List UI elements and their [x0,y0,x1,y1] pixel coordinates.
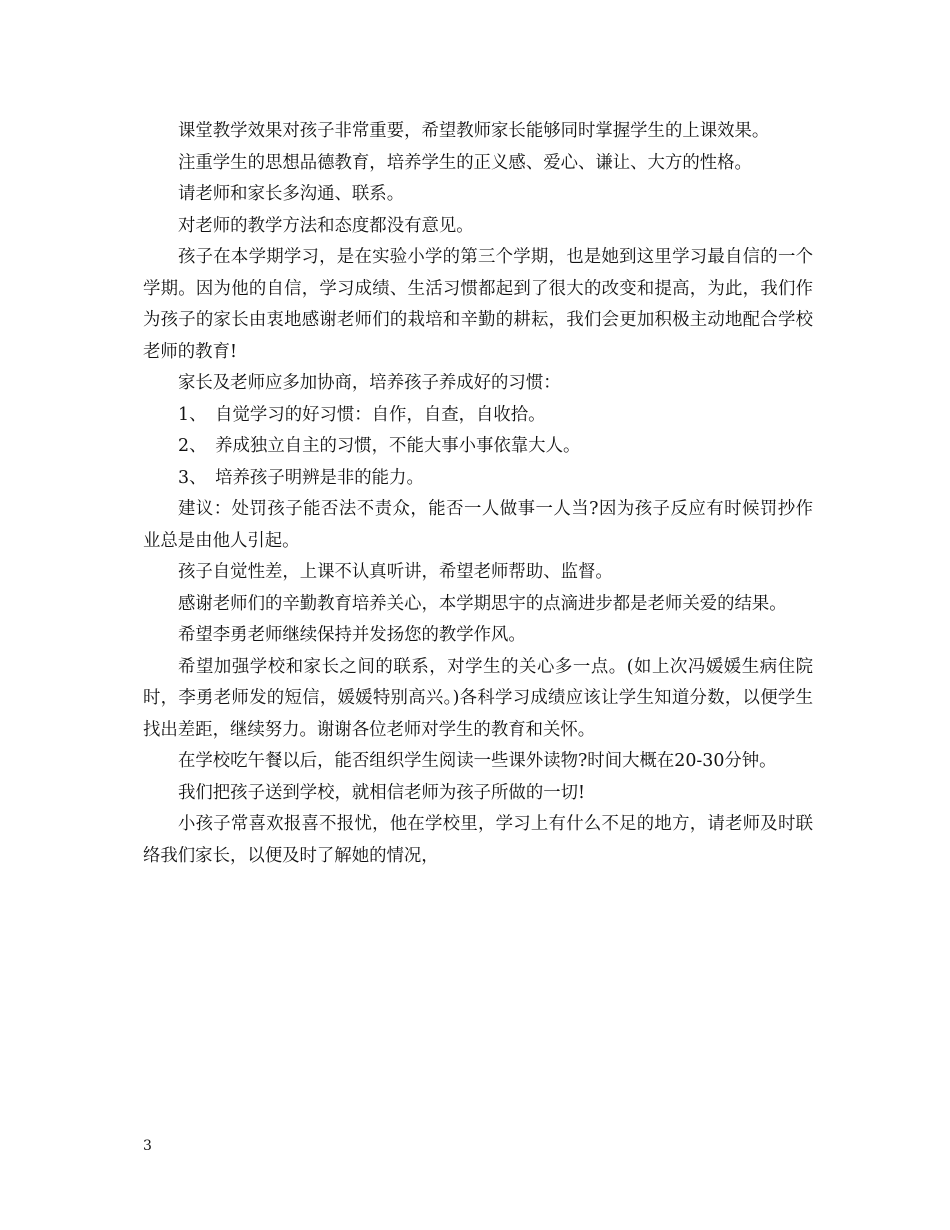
paragraph-1: 课堂教学效果对孩子非常重要，希望教师家长能够同时掌握学生的上课效果。 [178,121,770,141]
list-item-2: 2、 养成独立自主的习惯，不能大事小事依靠大人。 [178,436,581,456]
paragraph-5: 孩子在本学期学习，是在实验小学的第三个学期，也是她到这里学习最自信的一个学期。因为他的自信，学习成绩、生活习惯都起到了很大的改变和提高，为此，我们作为孩子的家长由衷地感谢老师们的栽培和辛勤的耕耘，我们会更加积极主动地配合学校老师的教育! [143,247,813,362]
paragraph-13: 我们把孩子送到学校，就相信老师为孩子所做的一切! [178,782,585,803]
document-body [143,116,813,872]
paragraph-4: 对老师的教学方法和态度都没有意见。 [178,215,474,236]
paragraph-7: 建议：处罚孩子能否法不责众，能否一人做事一人当?因为孩子反应有时候罚抄作业总是由他人引起。 [143,499,813,551]
paragraph-8: 孩子自觉性差，上课不认真听讲，希望老师帮助、监督。 [178,562,613,582]
page-number: 3 [143,1138,152,1154]
paragraph-6: 家长及老师应多加协商，培养孩子养成好的习惯： [178,373,561,393]
list-item-1: 1、 自觉学习的好习惯：自作，自查，自收拾。 [178,404,546,425]
list-item-3: 3、 培养孩子明辨是非的能力。 [178,467,424,488]
paragraph-11: 希望加强学校和家长之间的联系，对学生的关心多一点。(如上次冯媛媛生病住院时，李勇老师发的短信，媛媛特别高兴。)各科学习成绩应该让学生知道分数，以便学生找出差距，继续努力。谢谢各位老师对学生的教育和关怀。 [143,656,813,740]
paragraph-14: 小孩子常喜欢报喜不报忧，他在学校里，学习上有什么不足的地方，请老师及时联络我们家长，以便及时了解她的情况， [143,814,813,866]
paragraph-9: 感谢老师们的辛勤教育培养关心，本学期思宇的点滴进步都是老师关爱的结果。 [178,593,787,614]
paragraph-10: 希望李勇老师继续保持并发扬您的教学作风。 [178,625,526,645]
paragraph-3: 请老师和家长多沟通、联系。 [178,184,405,204]
paragraph-2: 注重学生的思想品德教育，培养学生的正义感、爱心、谦让、大方的性格。 [178,152,752,173]
paragraph-12: 在学校吃午餐以后，能否组织学生阅读一些课外读物?时间大概在20-30分钟。 [178,751,777,771]
